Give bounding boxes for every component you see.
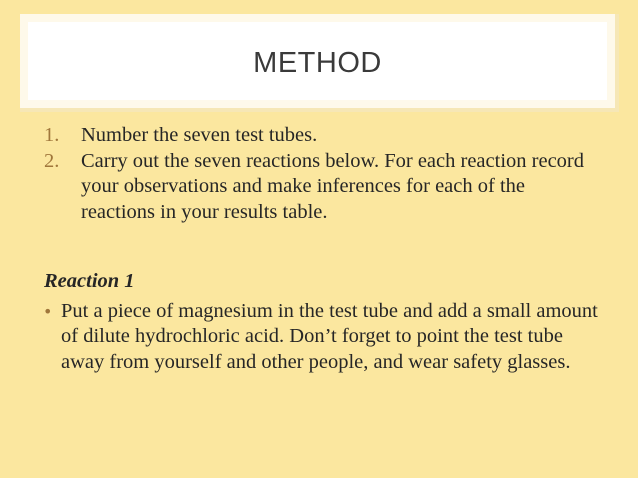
- step-number: 2.: [44, 149, 60, 172]
- title-panel-inner: [28, 22, 607, 100]
- step-text: Number the seven test tubes.: [81, 124, 318, 146]
- bullet-text: Put a piece of magnesium in the test tube and add a small amount of dilute hydrochloric acid. Don’t forget to point the test tube away from yourself and other people, and wear safety glasses.: [61, 299, 598, 373]
- reaction-heading: Reaction 1: [44, 270, 135, 292]
- numbered-steps-list: [44, 123, 604, 225]
- reaction-bullet-list: [44, 299, 604, 376]
- step-item: [44, 123, 604, 149]
- step-item: [44, 149, 604, 226]
- slide-body: [44, 123, 604, 375]
- step-text: Carry out the seven reactions below. For each reaction record your observations and make inferences for each of the reactions in your results table.: [81, 149, 584, 223]
- bullet-item: [44, 299, 604, 376]
- slide-title: METHOD: [253, 46, 382, 79]
- bullet-icon: •: [43, 301, 53, 321]
- title-panel: [20, 14, 619, 112]
- step-number: 1.: [44, 124, 60, 146]
